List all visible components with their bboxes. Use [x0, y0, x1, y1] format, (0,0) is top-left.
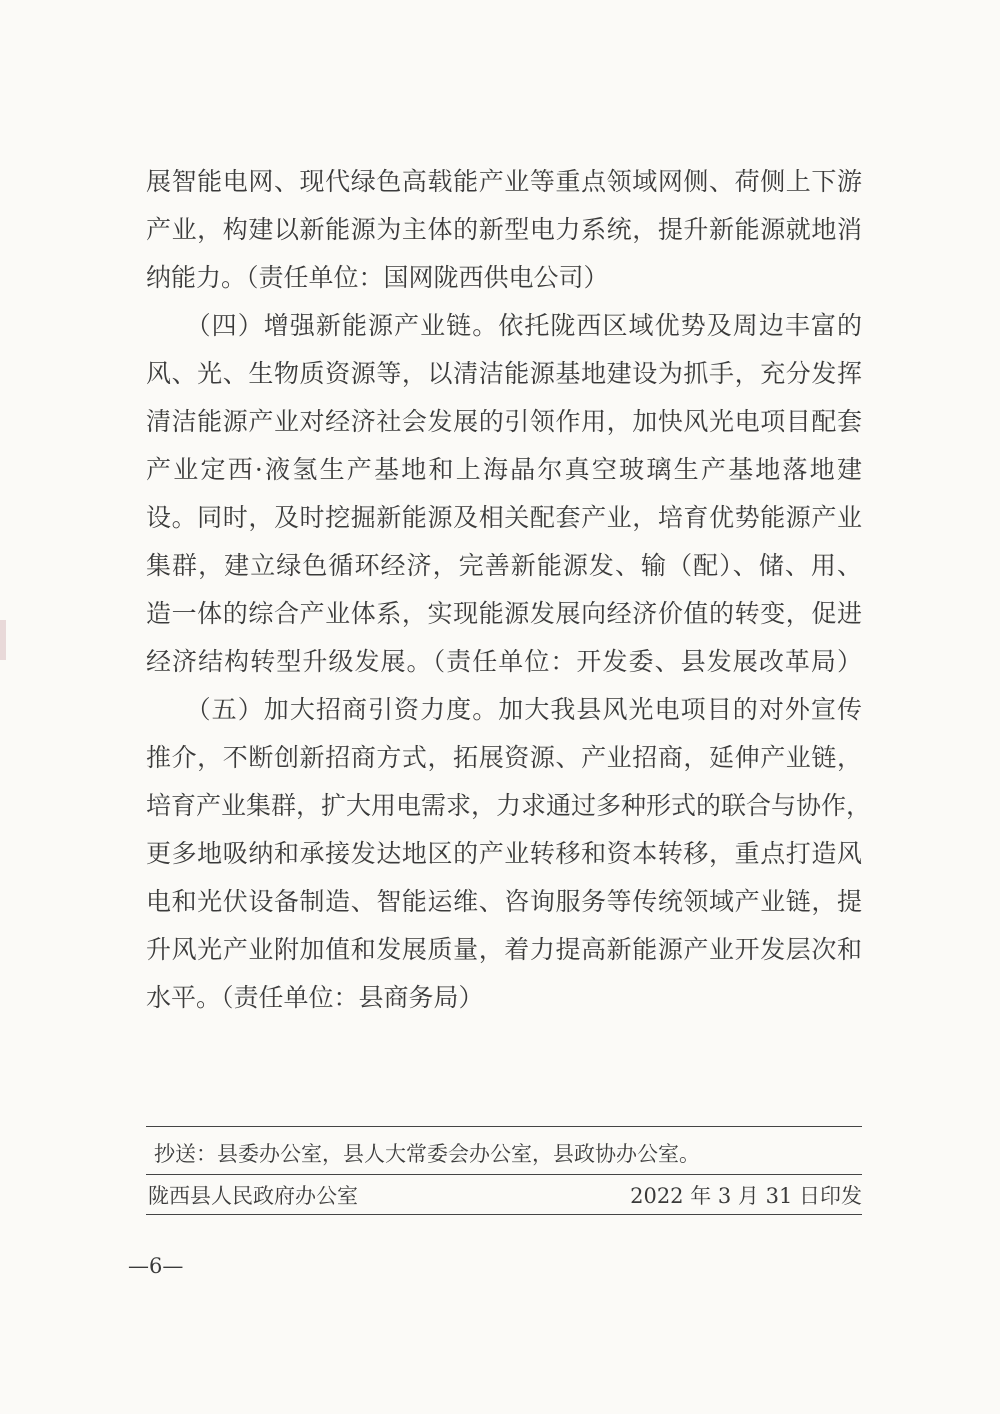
body-line: 推介，不断创新招商方式，拓展资源、产业招商，延伸产业链， — [146, 743, 862, 772]
footer-middle-rule — [146, 1174, 862, 1175]
section-heading-line: （四）增强新能源产业链。依托陇西区域优势及周边丰富的 — [146, 311, 862, 340]
scan-edge-mark — [0, 620, 6, 660]
section-heading-line: （五）加大招商引资力度。加大我县风光电项目的对外宣传 — [146, 695, 862, 724]
body-line: 水平。（责任单位：县商务局） — [146, 983, 484, 1012]
body-line: 风、光、生物质资源等，以清洁能源基地建设为抓手，充分发挥 — [146, 359, 862, 388]
body-line: 产业定西·液氢生产基地和上海晶尔真空玻璃生产基地落地建 — [146, 455, 862, 484]
body-line: 产业，构建以新能源为主体的新型电力系统，提升新能源就地消 — [146, 215, 862, 244]
body-line: 升风光产业附加值和发展质量，着力提高新能源产业开发层次和 — [146, 935, 862, 964]
page-number: —6— — [128, 1254, 184, 1278]
body-line: 经济结构转型升级发展。（责任单位：开发委、县发展改革局） — [146, 647, 862, 676]
body-line: 清洁能源产业对经济社会发展的引领作用，加快风光电项目配套 — [146, 407, 862, 436]
body-line: 电和光伏设备制造、智能运维、咨询服务等传统领域产业链，提 — [146, 887, 862, 916]
issue-date: 2022 年 3 月 31 日印发 — [630, 1184, 862, 1208]
issuing-office: 陇西县人民政府办公室 — [148, 1184, 358, 1208]
body-line: 展智能电网、现代绿色高载能产业等重点领域网侧、荷侧上下游 — [146, 167, 862, 196]
body-line: 更多地吸纳和承接发达地区的产业转移和资本转移，重点打造风 — [146, 839, 862, 868]
cc-recipients: 抄送：县委办公室，县人大常委会办公室，县政协办公室。 — [154, 1142, 700, 1166]
body-line: 集群，建立绿色循环经济，完善新能源发、输（配）、储、用、 — [146, 551, 862, 580]
body-text — [146, 158, 872, 1022]
body-line: 造一体的综合产业体系，实现能源发展向经济价值的转变，促进 — [146, 599, 862, 628]
body-line: 纳能力。（责任单位：国网陇西供电公司） — [146, 263, 609, 292]
body-line: 设。同时，及时挖掘新能源及相关配套产业，培育优势能源产业 — [146, 503, 862, 532]
body-line: 培育产业集群，扩大用电需求，力求通过多种形式的联合与协作， — [146, 791, 872, 820]
footer-bottom-rule — [146, 1214, 862, 1215]
footer-top-rule — [146, 1126, 862, 1127]
